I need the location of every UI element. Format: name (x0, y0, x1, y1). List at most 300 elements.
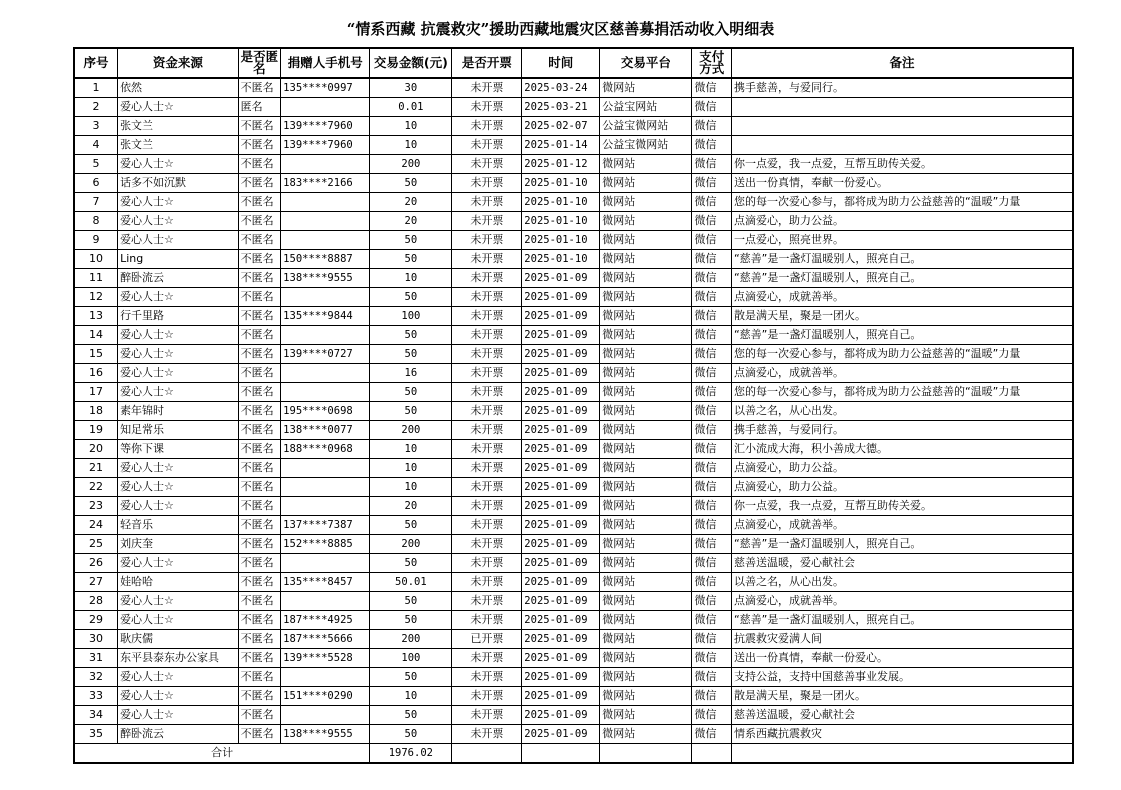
cell-amount: 50 (370, 288, 452, 307)
cell-phone: 135****9844 (281, 307, 370, 326)
cell-phone: 139****0727 (281, 345, 370, 364)
table-row (74, 402, 1073, 421)
cell-platform: 微网站 (600, 250, 692, 269)
cell-anonymous: 不匿名 (238, 155, 281, 174)
col-header-invoice: 是否开票 (452, 48, 522, 78)
total-empty-cell (600, 744, 692, 764)
cell-amount: 10 (370, 687, 452, 706)
cell-payment: 微信 (692, 630, 732, 649)
cell-invoice: 未开票 (452, 288, 522, 307)
cell-index: 21 (74, 459, 118, 478)
table-row (74, 573, 1073, 592)
cell-date: 2025-01-09 (522, 668, 600, 687)
cell-remark: 以善之名，从心出发。 (731, 402, 1073, 421)
cell-date: 2025-01-09 (522, 459, 600, 478)
cell-phone: 188****0968 (281, 440, 370, 459)
table-row (74, 174, 1073, 193)
cell-payment: 微信 (692, 212, 732, 231)
cell-payment: 微信 (692, 478, 732, 497)
cell-anonymous: 不匿名 (238, 231, 281, 250)
cell-date: 2025-01-10 (522, 193, 600, 212)
cell-payment: 微信 (692, 155, 732, 174)
cell-payment: 微信 (692, 516, 732, 535)
cell-payment: 微信 (692, 573, 732, 592)
cell-anonymous: 不匿名 (238, 421, 281, 440)
cell-remark: 您的每一次爱心参与，都将成为助力公益慈善的“温暖”力量 (731, 345, 1073, 364)
cell-remark: 点滴爱心，助力公益。 (731, 478, 1073, 497)
table-row (74, 706, 1073, 725)
cell-payment: 微信 (692, 364, 732, 383)
cell-invoice: 未开票 (452, 592, 522, 611)
cell-anonymous: 不匿名 (238, 516, 281, 535)
cell-platform: 公益宝微网站 (600, 117, 692, 136)
cell-amount: 20 (370, 497, 452, 516)
cell-remark: 点滴爱心，成就善举。 (731, 364, 1073, 383)
cell-payment: 微信 (692, 326, 732, 345)
cell-index: 5 (74, 155, 118, 174)
cell-amount: 100 (370, 307, 452, 326)
cell-invoice: 未开票 (452, 250, 522, 269)
cell-amount: 10 (370, 136, 452, 155)
cell-payment: 微信 (692, 250, 732, 269)
cell-source: 爱心人士☆ (118, 288, 239, 307)
cell-source: 爱心人士☆ (118, 459, 239, 478)
cell-platform: 微网站 (600, 649, 692, 668)
cell-date: 2025-01-09 (522, 269, 600, 288)
cell-phone: 151****0290 (281, 687, 370, 706)
cell-amount: 200 (370, 630, 452, 649)
cell-source: 爱心人士☆ (118, 478, 239, 497)
table-row (74, 592, 1073, 611)
cell-invoice: 未开票 (452, 364, 522, 383)
cell-index: 27 (74, 573, 118, 592)
cell-anonymous: 不匿名 (238, 117, 281, 136)
cell-remark: 散是满天星，聚是一团火。 (731, 687, 1073, 706)
table-row (74, 478, 1073, 497)
cell-anonymous: 不匿名 (238, 592, 281, 611)
cell-phone (281, 706, 370, 725)
cell-payment: 微信 (692, 668, 732, 687)
cell-platform: 微网站 (600, 592, 692, 611)
table-row (74, 345, 1073, 364)
cell-date: 2025-01-09 (522, 497, 600, 516)
cell-source: 刘庆奎 (118, 535, 239, 554)
cell-payment: 微信 (692, 117, 732, 136)
cell-invoice: 未开票 (452, 649, 522, 668)
cell-invoice: 未开票 (452, 136, 522, 155)
cell-anonymous: 不匿名 (238, 478, 281, 497)
cell-date: 2025-01-09 (522, 307, 600, 326)
cell-platform: 微网站 (600, 402, 692, 421)
cell-source: 爱心人士☆ (118, 364, 239, 383)
cell-payment: 微信 (692, 307, 732, 326)
cell-anonymous: 不匿名 (238, 326, 281, 345)
cell-index: 10 (74, 250, 118, 269)
cell-source: 爱心人士☆ (118, 592, 239, 611)
table-row (74, 630, 1073, 649)
table-row (74, 516, 1073, 535)
cell-phone (281, 98, 370, 117)
cell-amount: 50 (370, 668, 452, 687)
cell-amount: 20 (370, 193, 452, 212)
cell-payment: 微信 (692, 554, 732, 573)
cell-index: 3 (74, 117, 118, 136)
cell-invoice: 未开票 (452, 231, 522, 250)
cell-index: 16 (74, 364, 118, 383)
cell-invoice: 未开票 (452, 155, 522, 174)
cell-phone: 139****7960 (281, 136, 370, 155)
cell-invoice: 未开票 (452, 725, 522, 744)
cell-anonymous: 不匿名 (238, 402, 281, 421)
cell-platform: 微网站 (600, 421, 692, 440)
cell-payment: 微信 (692, 592, 732, 611)
cell-remark: 送出一份真情，奉献一份爱心。 (731, 174, 1073, 193)
cell-amount: 0.01 (370, 98, 452, 117)
cell-date: 2025-01-14 (522, 136, 600, 155)
cell-invoice: 未开票 (452, 174, 522, 193)
cell-index: 12 (74, 288, 118, 307)
cell-phone: 137****7387 (281, 516, 370, 535)
cell-date: 2025-01-09 (522, 402, 600, 421)
cell-invoice: 已开票 (452, 630, 522, 649)
cell-invoice: 未开票 (452, 402, 522, 421)
cell-anonymous: 不匿名 (238, 630, 281, 649)
cell-index: 29 (74, 611, 118, 630)
cell-source: 醉卧流云 (118, 269, 239, 288)
table-row (74, 212, 1073, 231)
cell-date: 2025-01-09 (522, 649, 600, 668)
cell-platform: 微网站 (600, 78, 692, 98)
total-empty-cell (692, 744, 732, 764)
cell-remark: “慈善”是一盏灯温暖别人，照亮自己。 (731, 535, 1073, 554)
cell-platform: 微网站 (600, 516, 692, 535)
cell-phone (281, 383, 370, 402)
cell-index: 28 (74, 592, 118, 611)
total-label: 合计 (74, 744, 370, 764)
cell-platform: 微网站 (600, 573, 692, 592)
cell-payment: 微信 (692, 497, 732, 516)
cell-index: 32 (74, 668, 118, 687)
cell-payment: 微信 (692, 459, 732, 478)
table-row (74, 364, 1073, 383)
table-row (74, 687, 1073, 706)
cell-phone (281, 288, 370, 307)
cell-date: 2025-01-09 (522, 630, 600, 649)
cell-payment: 微信 (692, 193, 732, 212)
table-row (74, 649, 1073, 668)
cell-index: 19 (74, 421, 118, 440)
cell-payment: 微信 (692, 136, 732, 155)
table-row (74, 668, 1073, 687)
cell-platform: 微网站 (600, 687, 692, 706)
table-row (74, 307, 1073, 326)
cell-source: 话多不如沉默 (118, 174, 239, 193)
cell-platform: 微网站 (600, 288, 692, 307)
cell-remark: 支持公益，支持中国慈善事业发展。 (731, 668, 1073, 687)
cell-remark: 散是满天星，聚是一团火。 (731, 307, 1073, 326)
cell-source: 爱心人士☆ (118, 98, 239, 117)
cell-platform: 微网站 (600, 668, 692, 687)
cell-amount: 100 (370, 649, 452, 668)
cell-platform: 微网站 (600, 497, 692, 516)
cell-platform: 微网站 (600, 535, 692, 554)
cell-invoice: 未开票 (452, 478, 522, 497)
cell-anonymous: 不匿名 (238, 649, 281, 668)
cell-anonymous: 不匿名 (238, 250, 281, 269)
col-header-platform: 交易平台 (600, 48, 692, 78)
cell-anonymous: 不匿名 (238, 687, 281, 706)
cell-anonymous: 不匿名 (238, 383, 281, 402)
cell-date: 2025-01-12 (522, 155, 600, 174)
cell-source: 知足常乐 (118, 421, 239, 440)
cell-payment: 微信 (692, 611, 732, 630)
cell-index: 34 (74, 706, 118, 725)
col-header-remark: 备注 (731, 48, 1073, 78)
cell-phone (281, 155, 370, 174)
cell-remark: “慈善”是一盏灯温暖别人，照亮自己。 (731, 250, 1073, 269)
cell-remark: 点滴爱心，助力公益。 (731, 459, 1073, 478)
cell-index: 8 (74, 212, 118, 231)
cell-anonymous: 不匿名 (238, 174, 281, 193)
cell-index: 31 (74, 649, 118, 668)
table-row (74, 98, 1073, 117)
cell-date: 2025-01-09 (522, 288, 600, 307)
col-header-anonymous: 是否匿名 (238, 48, 281, 78)
cell-index: 15 (74, 345, 118, 364)
cell-source: 等你下课 (118, 440, 239, 459)
cell-anonymous: 不匿名 (238, 307, 281, 326)
cell-remark (731, 136, 1073, 155)
table-row (74, 117, 1073, 136)
cell-anonymous: 不匿名 (238, 136, 281, 155)
cell-date: 2025-01-10 (522, 250, 600, 269)
cell-remark: 点滴爱心，成就善举。 (731, 516, 1073, 535)
cell-phone: 138****9555 (281, 269, 370, 288)
cell-amount: 20 (370, 212, 452, 231)
cell-amount: 50 (370, 611, 452, 630)
cell-source: 依然 (118, 78, 239, 98)
cell-platform: 微网站 (600, 307, 692, 326)
cell-remark: 点滴爱心，成就善举。 (731, 592, 1073, 611)
cell-amount: 200 (370, 155, 452, 174)
cell-platform: 公益宝网站 (600, 98, 692, 117)
cell-remark: “慈善”是一盏灯温暖别人，照亮自己。 (731, 611, 1073, 630)
cell-index: 6 (74, 174, 118, 193)
cell-invoice: 未开票 (452, 516, 522, 535)
cell-date: 2025-02-07 (522, 117, 600, 136)
table-row (74, 421, 1073, 440)
cell-platform: 公益宝微网站 (600, 136, 692, 155)
cell-index: 22 (74, 478, 118, 497)
col-header-index: 序号 (74, 48, 118, 78)
total-empty-cell (731, 744, 1073, 764)
cell-platform: 微网站 (600, 706, 692, 725)
cell-phone (281, 668, 370, 687)
cell-anonymous: 不匿名 (238, 212, 281, 231)
cell-anonymous: 不匿名 (238, 554, 281, 573)
cell-invoice: 未开票 (452, 459, 522, 478)
cell-amount: 10 (370, 440, 452, 459)
cell-date: 2025-01-09 (522, 478, 600, 497)
cell-remark: 慈善送温暖，爱心献社会 (731, 706, 1073, 725)
cell-remark (731, 98, 1073, 117)
cell-phone (281, 497, 370, 516)
cell-invoice: 未开票 (452, 269, 522, 288)
table-row (74, 155, 1073, 174)
cell-index: 26 (74, 554, 118, 573)
cell-payment: 微信 (692, 174, 732, 193)
cell-anonymous: 不匿名 (238, 440, 281, 459)
cell-index: 1 (74, 78, 118, 98)
cell-anonymous: 不匿名 (238, 288, 281, 307)
cell-date: 2025-01-09 (522, 573, 600, 592)
cell-anonymous: 不匿名 (238, 725, 281, 744)
cell-remark: 慈善送温暖，爱心献社会 (731, 554, 1073, 573)
cell-remark: 你一点爱，我一点爱，互帮互助传关爱。 (731, 497, 1073, 516)
cell-date: 2025-01-09 (522, 725, 600, 744)
cell-invoice: 未开票 (452, 440, 522, 459)
cell-source: 爱心人士☆ (118, 497, 239, 516)
cell-phone: 152****8885 (281, 535, 370, 554)
cell-platform: 微网站 (600, 630, 692, 649)
cell-anonymous: 不匿名 (238, 78, 281, 98)
cell-index: 33 (74, 687, 118, 706)
cell-anonymous: 不匿名 (238, 668, 281, 687)
cell-platform: 微网站 (600, 478, 692, 497)
total-amount: 1976.02 (370, 744, 452, 764)
cell-remark: 抗震救灾爱满人间 (731, 630, 1073, 649)
cell-invoice: 未开票 (452, 193, 522, 212)
cell-anonymous: 不匿名 (238, 269, 281, 288)
cell-amount: 30 (370, 78, 452, 98)
cell-index: 23 (74, 497, 118, 516)
cell-platform: 微网站 (600, 231, 692, 250)
cell-phone: 135****8457 (281, 573, 370, 592)
cell-amount: 50 (370, 383, 452, 402)
total-empty-cell (522, 744, 600, 764)
cell-date: 2025-01-09 (522, 611, 600, 630)
cell-invoice: 未开票 (452, 117, 522, 136)
cell-amount: 10 (370, 478, 452, 497)
table-row (74, 78, 1073, 98)
cell-index: 20 (74, 440, 118, 459)
cell-date: 2025-01-10 (522, 231, 600, 250)
table-row (74, 497, 1073, 516)
cell-invoice: 未开票 (452, 611, 522, 630)
cell-phone (281, 554, 370, 573)
cell-amount: 200 (370, 421, 452, 440)
cell-anonymous: 不匿名 (238, 364, 281, 383)
cell-remark: 汇小流成大海，积小善成大德。 (731, 440, 1073, 459)
cell-index: 11 (74, 269, 118, 288)
cell-invoice: 未开票 (452, 535, 522, 554)
cell-payment: 微信 (692, 269, 732, 288)
cell-source: Ling (118, 250, 239, 269)
cell-payment: 微信 (692, 440, 732, 459)
cell-platform: 微网站 (600, 554, 692, 573)
table-row (74, 725, 1073, 744)
table-row (74, 440, 1073, 459)
cell-source: 爱心人士☆ (118, 687, 239, 706)
cell-amount: 50 (370, 554, 452, 573)
cell-source: 行千里路 (118, 307, 239, 326)
cell-anonymous: 不匿名 (238, 706, 281, 725)
cell-anonymous: 不匿名 (238, 535, 281, 554)
cell-phone (281, 193, 370, 212)
cell-source: 爱心人士☆ (118, 212, 239, 231)
cell-index: 13 (74, 307, 118, 326)
table-row (74, 611, 1073, 630)
cell-phone: 138****0077 (281, 421, 370, 440)
cell-index: 30 (74, 630, 118, 649)
cell-source: 爱心人士☆ (118, 345, 239, 364)
cell-payment: 微信 (692, 345, 732, 364)
cell-phone (281, 326, 370, 345)
cell-amount: 10 (370, 269, 452, 288)
cell-index: 24 (74, 516, 118, 535)
cell-payment: 微信 (692, 78, 732, 98)
cell-payment: 微信 (692, 649, 732, 668)
cell-platform: 微网站 (600, 383, 692, 402)
table-row (74, 136, 1073, 155)
cell-payment: 微信 (692, 288, 732, 307)
cell-invoice: 未开票 (452, 212, 522, 231)
cell-phone: 139****7960 (281, 117, 370, 136)
col-header-phone: 捐赠人手机号 (281, 48, 370, 78)
cell-source: 醉卧流云 (118, 725, 239, 744)
cell-invoice: 未开票 (452, 345, 522, 364)
table-row (74, 326, 1073, 345)
cell-anonymous: 不匿名 (238, 345, 281, 364)
cell-source: 耿庆儒 (118, 630, 239, 649)
cell-amount: 50 (370, 725, 452, 744)
total-empty-cell (452, 744, 522, 764)
cell-remark: 携手慈善，与爱同行。 (731, 421, 1073, 440)
cell-remark: “慈善”是一盏灯温暖别人，照亮自己。 (731, 269, 1073, 288)
cell-date: 2025-01-09 (522, 383, 600, 402)
cell-date: 2025-01-09 (522, 421, 600, 440)
cell-anonymous: 不匿名 (238, 459, 281, 478)
cell-remark: 你一点爱，我一点爱，互帮互助传关爱。 (731, 155, 1073, 174)
cell-remark: 携手慈善，与爱同行。 (731, 78, 1073, 98)
cell-phone (281, 592, 370, 611)
cell-payment: 微信 (692, 725, 732, 744)
cell-payment: 微信 (692, 383, 732, 402)
cell-invoice: 未开票 (452, 307, 522, 326)
cell-date: 2025-03-21 (522, 98, 600, 117)
col-header-date: 时间 (522, 48, 600, 78)
cell-anonymous: 不匿名 (238, 573, 281, 592)
col-header-payment: 支付方式 (692, 48, 732, 78)
cell-remark: 情系西藏抗震救灾 (731, 725, 1073, 744)
cell-payment: 微信 (692, 402, 732, 421)
col-header-amount: 交易金额(元) (370, 48, 452, 78)
cell-phone: 139****5528 (281, 649, 370, 668)
cell-source: 爱心人士☆ (118, 383, 239, 402)
cell-invoice: 未开票 (452, 668, 522, 687)
cell-index: 9 (74, 231, 118, 250)
cell-date: 2025-03-24 (522, 78, 600, 98)
cell-source: 爱心人士☆ (118, 155, 239, 174)
cell-invoice: 未开票 (452, 383, 522, 402)
cell-remark: 您的每一次爱心参与，都将成为助力公益慈善的“温暖”力量 (731, 193, 1073, 212)
cell-index: 7 (74, 193, 118, 212)
table-row (74, 288, 1073, 307)
cell-source: 爱心人士☆ (118, 706, 239, 725)
cell-remark: 送出一份真情，奉献一份爱心。 (731, 649, 1073, 668)
cell-invoice: 未开票 (452, 326, 522, 345)
table-row (74, 231, 1073, 250)
